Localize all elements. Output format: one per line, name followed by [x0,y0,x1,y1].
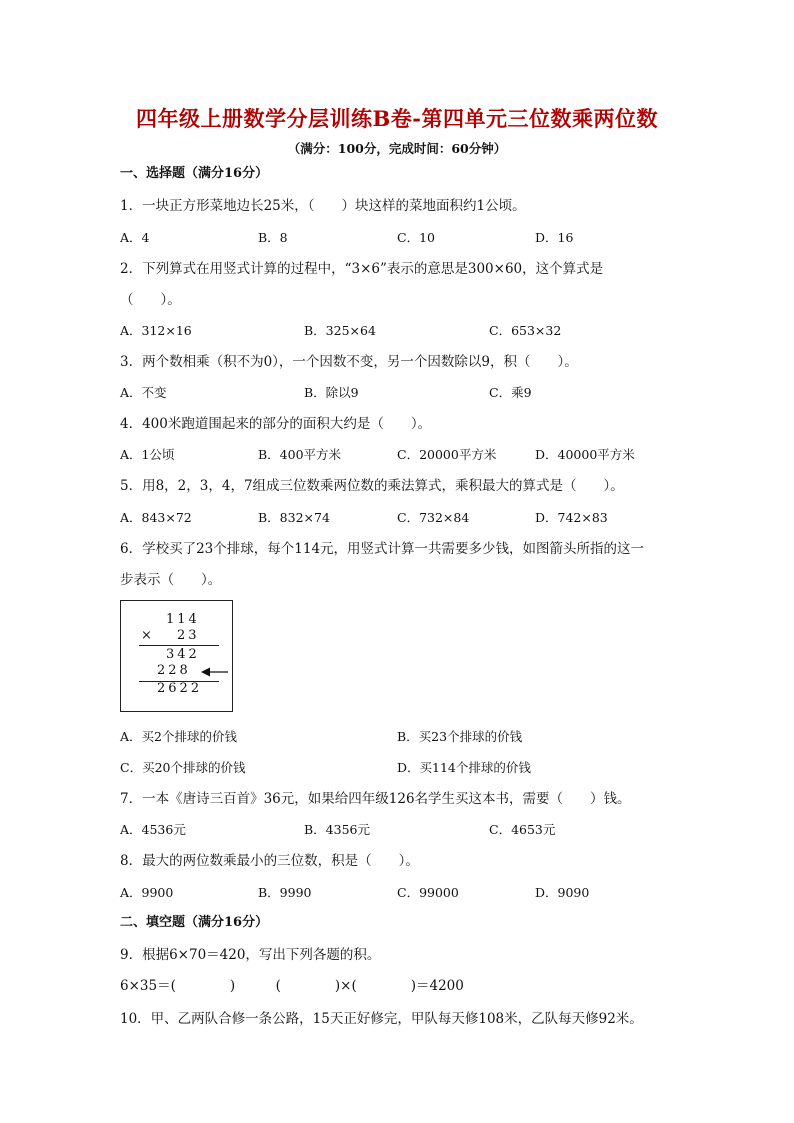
q6-option-a: A．买2个排球的价钱 [120,729,237,744]
calc-partial-product-2: 228 [157,663,191,678]
q6-option-d: D．买114个排球的价钱 [397,760,531,775]
calc-times-sign: × [141,628,152,643]
q7-option-a: A．4536元 [120,822,186,837]
section-heading-fill-in: 二、填空题（满分16分） [120,915,269,930]
q1-option-c: C．10 [397,230,435,245]
calc-result: 2622 [157,681,203,696]
q8-option-a: A．9900 [120,885,174,900]
page-subtitle: （满分：100分，完成时间：60分钟） [287,141,507,156]
question-2-blank: （ ）。 [120,292,181,308]
question-9-blanks: 6×35＝( ) ( )×( )＝4200 [120,978,464,994]
q8-option-b: B．9990 [258,885,312,900]
calc-rule-1 [139,645,219,646]
q1-option-d: D．16 [535,230,574,245]
arrow-left-icon [201,666,229,678]
q1-option-b: B．8 [258,230,288,245]
q3-option-b: B．除以9 [304,385,359,400]
section-heading-choice: 一、选择题（满分16分） [120,166,269,181]
vertical-multiplication-figure [120,600,233,712]
q3-option-a: A．不变 [120,385,167,400]
q6-option-b: B．买23个排球的价钱 [397,729,523,744]
question-9: 9．根据6×70＝420，写出下列各题的积。 [120,947,381,963]
q7-option-b: B．4356元 [304,822,370,837]
q8-option-c: C．99000 [397,885,459,900]
q5-option-d: D．742×83 [535,510,608,525]
q4-option-c: C．20000平方米 [397,447,497,462]
q4-option-b: B．400平方米 [258,447,342,462]
question-5: 5．用8，2，3，4，7组成三位数乘两位数的乘法算式，乘积最大的算式是（ ）。 [120,478,624,494]
q3-option-c: C．乘9 [489,385,532,400]
page-title: 四年级上册数学分层训练B卷-第四单元三位数乘两位数 [136,106,658,131]
q7-option-c: C．4653元 [489,822,556,837]
calc-partial-product-1: 342 [166,647,200,662]
q5-option-b: B．832×74 [258,510,330,525]
q4-option-d: D．40000平方米 [535,447,635,462]
q1-option-a: A．4 [120,230,150,245]
question-8: 8．最大的两位数乘最小的三位数，积是（ ）。 [120,853,419,869]
calc-multiplicand: 114 [166,612,200,627]
question-2: 2．下列算式在用竖式计算的过程中，“3×6”表示的意思是300×60，这个算式是 [120,261,604,277]
question-10: 10．甲、乙两队合修一条公路，15天正好修完，甲队每天修108米，乙队每天修92米。 [120,1011,643,1027]
q5-option-a: A．843×72 [120,510,192,525]
q2-option-c: C．653×32 [489,323,562,338]
question-6: 6．学校买了23个排球，每个114元，用竖式计算一共需要多少钱，如图箭头所指的这一 [120,541,645,557]
question-3: 3．两个数相乘（积不为0），一个因数不变，另一个因数除以9，积（ ）。 [120,354,578,370]
question-1: 1．一块正方形菜地边长25米，（ ）块这样的菜地面积约1公顷。 [120,198,526,214]
question-6-blank: 步表示（ ）。 [120,572,222,588]
q5-option-c: C．732×84 [397,510,470,525]
question-7: 7．一本《唐诗三百首》36元，如果给四年级126名学生买这本书，需要（ ）钱。 [120,791,631,807]
q2-option-a: A．312×16 [120,323,192,338]
question-4: 4．400米跑道围起来的部分的面积大约是（ ）。 [120,416,432,432]
calc-multiplier: 23 [177,628,200,643]
q2-option-b: B．325×64 [304,323,376,338]
q8-option-d: D．9090 [535,885,590,900]
q6-option-c: C．买20个排球的价钱 [120,760,246,775]
q4-option-a: A．1公顷 [120,447,175,462]
